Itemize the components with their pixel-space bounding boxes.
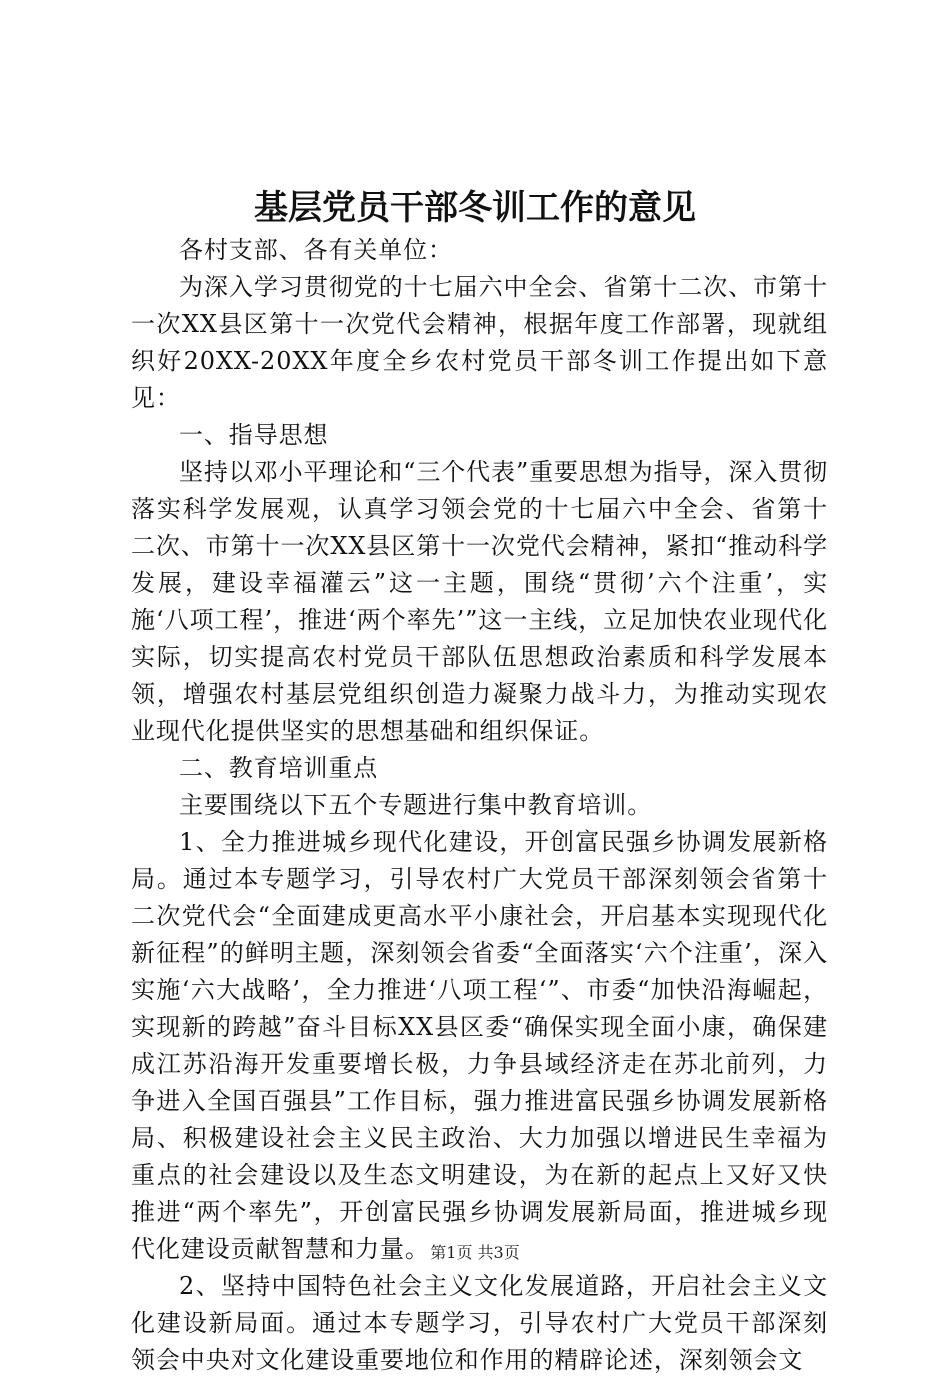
intro-paragraph: 为深入学习贯彻党的十七届六中全会、省第十二次、市第十一次XX县区第十一次党代会精神，根据年度工作部署，现就组织好20XX-20XX年度全乡农村党员干部冬训工作提出如下意见： [131, 273, 828, 412]
document-body [131, 232, 828, 1379]
guiding-ideology-paragraph: 坚持以邓小平理论和“三个代表”重要思想为指导，深入贯彻落实科学发展观，认真学习领会党的十七届六中全会、省第十二次、市第十一次XX县区第十一次党代会精神，紧扣“推动科学发展，建设幸福灌云”这一主题，围绕“贯彻’六个注重’，实施‘八项工程’，推进‘两个率先’”这一主线，立足加快农业现代化实际，切实提高农村党员干部队伍思想政治素质和科学发展本领，增强农村基层党组织创造力凝聚力战斗力，为推动实现农业现代化提供坚实的思想基础和组织保证。 [131, 458, 828, 745]
training-focus-intro: 主要围绕以下五个专题进行集中教育培训。 [179, 791, 653, 819]
salutation: 各村支部、各有关单位： [179, 236, 453, 264]
page-number-footer: 第1页 共3页 [430, 1243, 520, 1262]
topic-1-paragraph: 1、全力推进城乡现代化建设，开创富民强乡协调发展新格局。通过本专题学习，引导农村广大党员干部深刻领会省第十二次党代会“全面建成更高水平小康社会，开启基本实现现代化新征程”的鲜明主题，深刻领会省委“全面落实‘六个注重’，深入实施‘六大战略’，全力推进‘八项工程‘”、市委“加快沿海崛起，实现新的跨越”奋斗目标XX县区委“确保实现全面小康，确保建成江苏沿海开发重要增长极，力争县域经济走在苏北前列，力争进入全国百强县”工作目标，强力推进富民强乡协调发展新格局、积极建设社会主义民主政治、大力加强以增进民生幸福为重点的社会建设以及生态文明建设，为在新的起点上又好又快推进“两个率先”，开创富民强乡协调发展新局面，推进城乡现代化建设贡献智慧和力量。 [131, 828, 828, 1263]
section-heading-guiding-ideology: 一、指导思想 [179, 421, 329, 449]
topic-2-paragraph: 2、坚持中国特色社会主义文化发展道路，开启社会主义文化建设新局面。通过本专题学习，引导农村广大党员干部深刻领会中央对文化建设重要地位和作用的精辟论述，深刻领会文 [131, 1272, 828, 1374]
document-title: 基层党员干部冬训工作的意见 [254, 188, 696, 228]
section-heading-training-focus: 二、教育培训重点 [179, 754, 379, 782]
